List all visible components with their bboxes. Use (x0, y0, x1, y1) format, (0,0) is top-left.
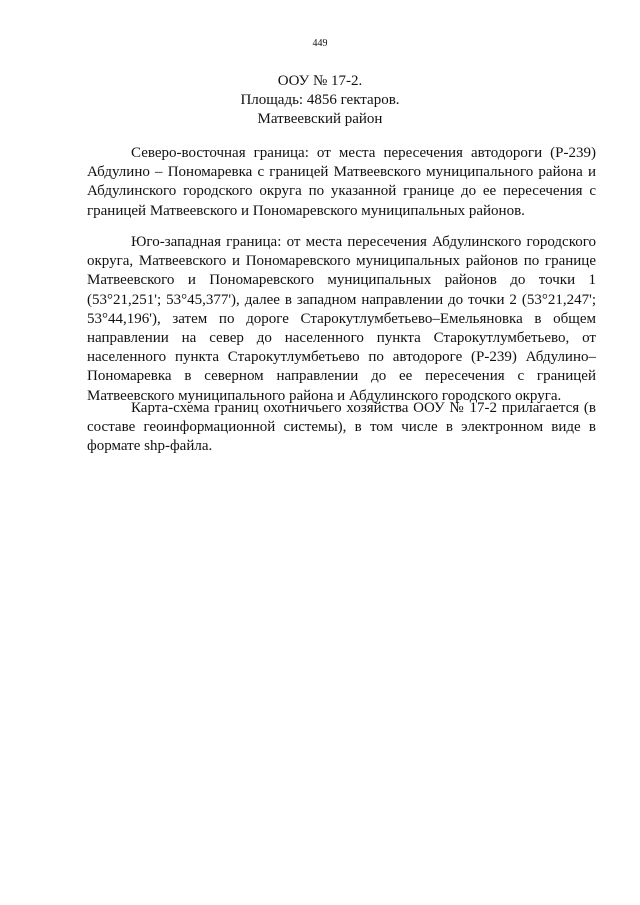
hunting-ground-id: ООУ № 17-2. (277, 73, 363, 89)
document-heading (0, 72, 640, 129)
district-name: Матвеевский район (257, 111, 383, 127)
southwest-boundary-paragraph: Юго-западная граница: от места пересечения Абдулинского городского округа, Матвеевского и Пономаревского муниципальных районов по границе Матвеевского и Пономаревского муниципальных районов до точки 1 (53°21,251'; 53°45,377'), далее в западном направлении до точки 2 (53°21,247'; 53°44,196'), затем по дороге Старокутлумбетьево–Емельяновка в общем направлении на север до населенного пункта Старокутлумбетьево, от населенного пункта Старокутлумбетьево по автодороге (Р-239) Абдулино–Пономаревка в северном направлении до ее пересечения с границей Матвеевского муниципального района и Абдулинского городского округа. (87, 234, 596, 404)
northeast-boundary-paragraph: Северо-восточная граница: от места пересечения автодороги (Р-239) Абдулино – Пономаревка с границей Матвеевского муниципального района и Абдулинского городского округа по указанной границе до ее пересечения с границей Матвеевского и Пономаревского муниципальных районов. (87, 145, 596, 219)
page-number: 449 (312, 38, 328, 49)
area-label: Площадь: 4856 гектаров. (240, 92, 400, 108)
map-scheme-paragraph: Карта-схема границ охотничьего хозяйства ООУ № 17-2 прилагается (в составе геоинформационной системы), в том числе в электронном виде в формате shp-файла. (87, 400, 596, 455)
